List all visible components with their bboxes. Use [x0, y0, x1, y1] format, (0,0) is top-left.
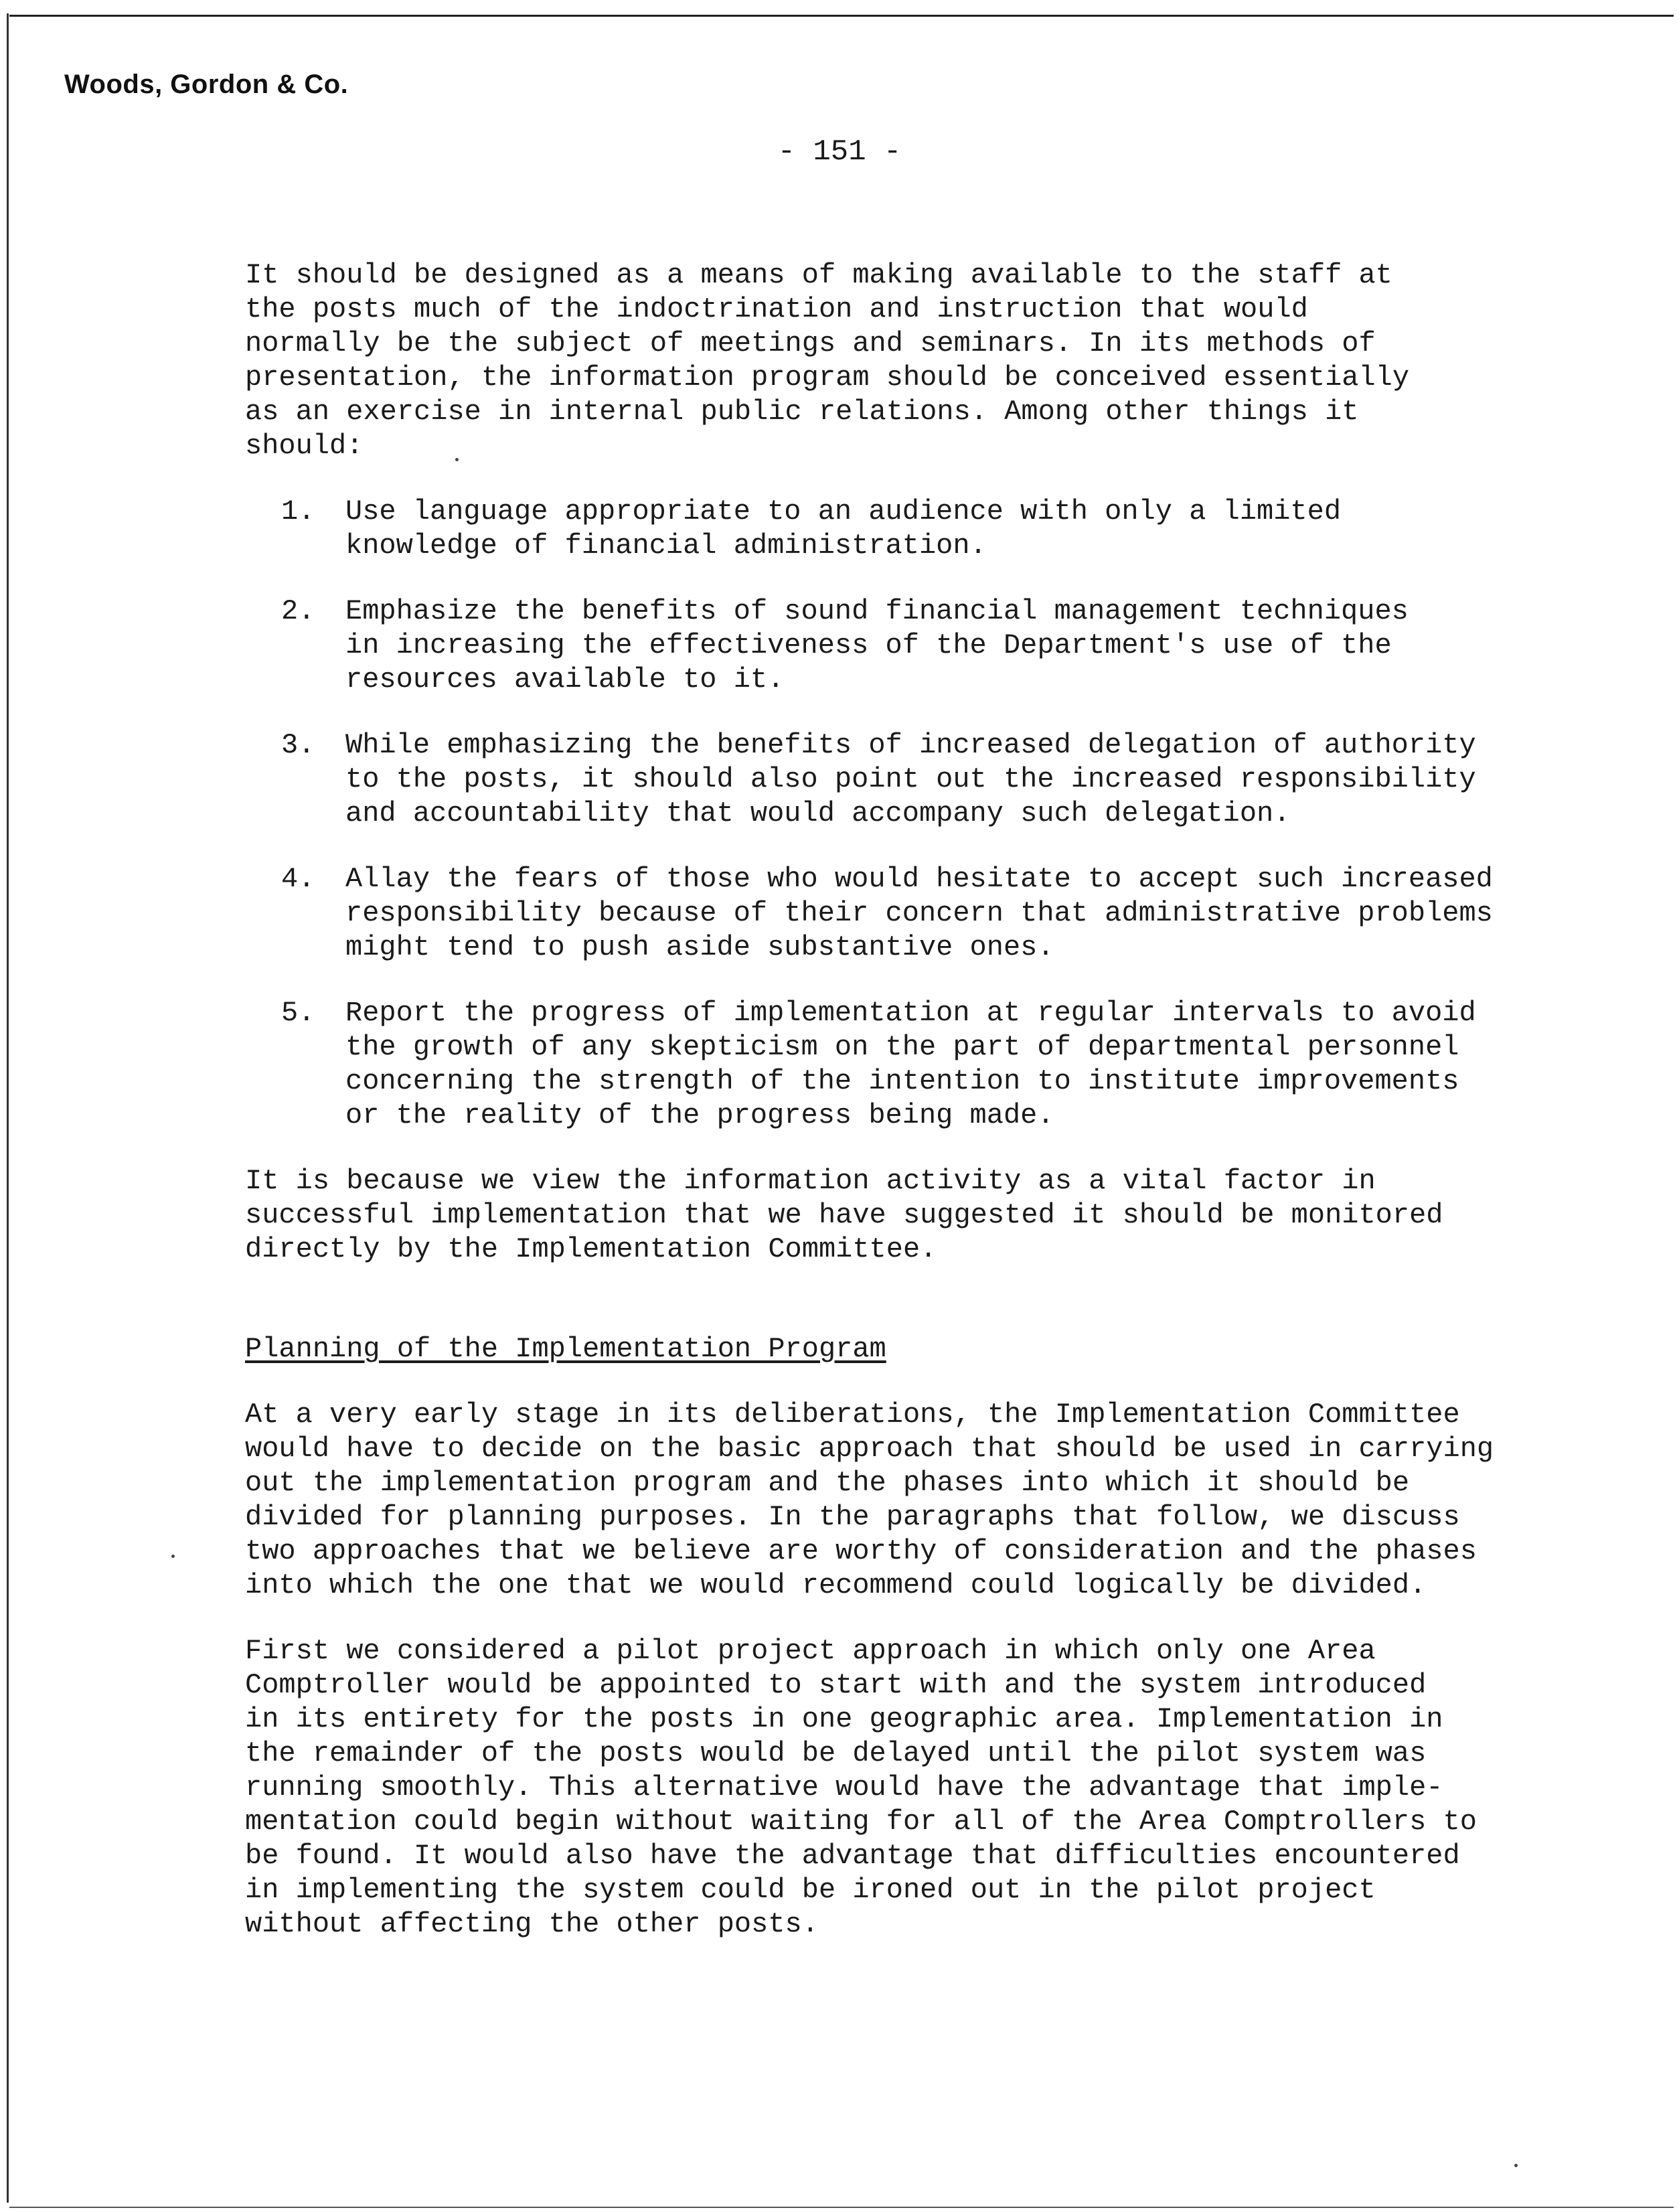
- pilot-project-paragraph: First we considered a pilot project approach in which only one Area Comptroller would be appointed to start with and the system introduced in its entirety for the posts in one geographic area. Implementation in the remainder of the posts would be delayed until the pilot system was running smoothly. This alternative would have the advantage that imple- mentation could begin without waiting for all of the Area Comptrollers to be found. It would also have the advantage that difficulties encountered in implementing the system could be ironed out in the pilot project without affecting the other posts.: [245, 1635, 1477, 1940]
- intro-paragraph: It should be designed as a means of making available to the staff at the posts much of the indoctrination and instruction that would normally be the subject of meetings and seminars. In its methods of presentation, the information program should be conceived essentially as an exercise in internal public relations. Among other things it should:: [245, 259, 1410, 462]
- scan-speck: [171, 1555, 175, 1558]
- bottom-border-line: [9, 2207, 1674, 2208]
- recommendation-list: [245, 495, 1530, 1133]
- list-item-number: 4.: [281, 863, 315, 895]
- left-border-line: [7, 13, 9, 2203]
- scan-speck: [1514, 2164, 1518, 2167]
- planning-paragraph: At a very early stage in its deliberations, the Implementation Committee would have to decide on the basic approach that should be used in carrying out the implementation program and the phases into which it should be divided for planning purposes. In the paragraphs that follow, we discuss two approaches that we believe are worthy of consideration and the phases into which the one that we would recommend could logically be divided.: [245, 1399, 1494, 1601]
- list-item-text: Report the progress of implementation at regular intervals to avoid the growth of any skepticism on the part of departmental personnel concerning the strength of the intention to institute improvements or the reality of the progress being made.: [345, 997, 1476, 1131]
- list-item: [245, 996, 1530, 1133]
- list-item-number: 1.: [281, 495, 315, 528]
- section-heading: Planning of the Implementation Program: [245, 1333, 886, 1365]
- scan-speck: [455, 458, 459, 461]
- list-item-text: Allay the fears of those who would hesitate to accept such increased responsibility because of their concern that administrative problems might tend to push aside substantive ones.: [345, 863, 1493, 963]
- top-border-line: [9, 15, 1674, 17]
- list-item: [245, 595, 1530, 697]
- document-body: [245, 258, 1530, 1973]
- list-item: [245, 862, 1530, 965]
- list-item-number: 2.: [281, 595, 315, 627]
- list-item: [245, 728, 1530, 831]
- list-item-text: Use language appropriate to an audience with only a limited knowledge of financial administration.: [345, 495, 1342, 562]
- page-number: - 151 -: [777, 135, 902, 169]
- list-item-number: 3.: [281, 729, 315, 761]
- firm-letterhead: Woods, Gordon & Co.: [64, 70, 349, 99]
- list-item-number: 5.: [281, 997, 315, 1029]
- list-item-text: Emphasize the benefits of sound financial management techniques in increasing the effectiveness of the Department's use of the resources available to it.: [345, 595, 1409, 696]
- list-item: [245, 495, 1530, 563]
- list-item-text: While emphasizing the benefits of increased delegation of authority to the posts, it should also point out the increased responsibility and accountability that would accompany such delegation.: [345, 729, 1476, 830]
- information-activity-paragraph: It is because we view the information activity as a vital factor in successful implementation that we have suggested it should be monitored directly by the Implementation Committee.: [245, 1165, 1443, 1265]
